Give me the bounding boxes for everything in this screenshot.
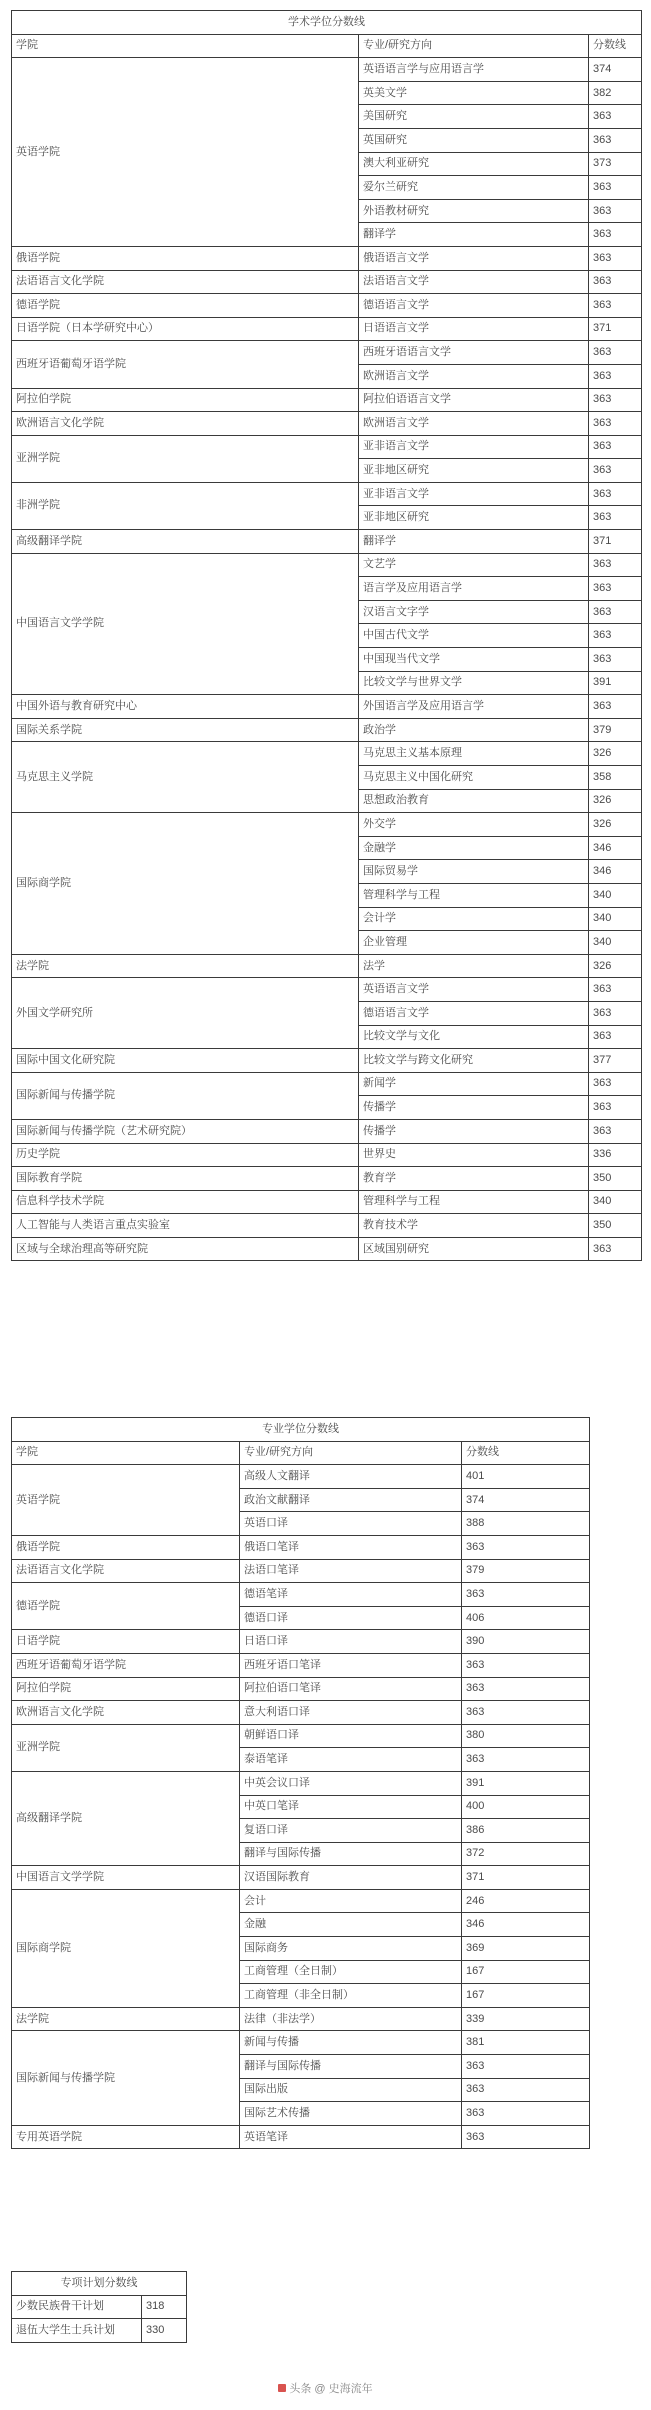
- table-row: [12, 718, 642, 742]
- score-cell: 363: [589, 199, 642, 223]
- major-cell: 政治文献翻译: [240, 1488, 462, 1512]
- major-cell: 翻译与国际传播: [240, 1842, 462, 1866]
- college-cell: 非洲学院: [12, 482, 359, 529]
- major-cell: 外交学: [359, 813, 589, 837]
- column-header-1: 专业/研究方向: [359, 34, 589, 58]
- college-cell: 中国外语与教育研究中心: [12, 695, 359, 719]
- table-row: [12, 270, 642, 294]
- professional-score-table: [11, 1417, 590, 2149]
- major-cell: 爱尔兰研究: [359, 176, 589, 200]
- score-cell: 371: [589, 317, 642, 341]
- score-cell: 346: [589, 860, 642, 884]
- score-cell: 346: [462, 1913, 590, 1937]
- major-cell: 国际贸易学: [359, 860, 589, 884]
- score-cell: 350: [589, 1214, 642, 1238]
- college-cell: 德语学院: [12, 294, 359, 318]
- table-row: [12, 813, 642, 837]
- college-cell: 俄语学院: [12, 1535, 240, 1559]
- score-cell: 363: [462, 1701, 590, 1725]
- score-cell: 358: [589, 766, 642, 790]
- score-cell: 363: [589, 695, 642, 719]
- table-row: [12, 2125, 590, 2149]
- college-cell: 日语学院（日本学研究中心）: [12, 317, 359, 341]
- score-cell: 363: [589, 624, 642, 648]
- score-cell: 363: [589, 577, 642, 601]
- table-row: [12, 1167, 642, 1191]
- score-cell: 401: [462, 1465, 590, 1489]
- score-cell: 363: [462, 2125, 590, 2149]
- college-cell: 国际商学院: [12, 1889, 240, 2007]
- table-row: [12, 294, 642, 318]
- score-cell: 382: [589, 81, 642, 105]
- score-cell: 374: [462, 1488, 590, 1512]
- college-cell: 国际商学院: [12, 813, 359, 955]
- college-cell: 中国语言文学学院: [12, 1866, 240, 1890]
- table-row: [12, 246, 642, 270]
- score-cell: 371: [462, 1866, 590, 1890]
- score-cell: 363: [589, 1096, 642, 1120]
- score-cell: 363: [589, 435, 642, 459]
- major-cell: 马克思主义中国化研究: [359, 766, 589, 790]
- score-cell: 406: [462, 1606, 590, 1630]
- score-cell: 363: [589, 600, 642, 624]
- table-row: [12, 435, 642, 459]
- major-cell: 中英口笔译: [240, 1795, 462, 1819]
- table-header-row: [12, 34, 642, 58]
- major-cell: 语言学及应用语言学: [359, 577, 589, 601]
- score-cell: 318: [142, 2295, 187, 2319]
- table-row: [12, 2007, 590, 2031]
- major-cell: 英语语言学与应用语言学: [359, 58, 589, 82]
- score-cell: 326: [589, 789, 642, 813]
- major-cell: 亚非地区研究: [359, 506, 589, 530]
- major-cell: 德语笔译: [240, 1583, 462, 1607]
- table-row: [12, 1701, 590, 1725]
- score-cell: 363: [589, 506, 642, 530]
- score-cell: 363: [462, 2055, 590, 2079]
- college-cell: 国际关系学院: [12, 718, 359, 742]
- score-cell: 326: [589, 813, 642, 837]
- college-cell: 亚洲学院: [12, 435, 359, 482]
- major-cell: 汉语言文字学: [359, 600, 589, 624]
- major-cell: 英语语言文学: [359, 978, 589, 1002]
- score-cell: 363: [589, 553, 642, 577]
- major-cell: 欧洲语言文学: [359, 412, 589, 436]
- score-cell: 363: [589, 388, 642, 412]
- major-cell: 澳大利亚研究: [359, 152, 589, 176]
- major-cell: 英美文学: [359, 81, 589, 105]
- major-cell: 管理科学与工程: [359, 1190, 589, 1214]
- college-cell: 阿拉伯学院: [12, 388, 359, 412]
- college-cell: 法学院: [12, 954, 359, 978]
- major-cell: 外语教材研究: [359, 199, 589, 223]
- table-title-row: [12, 11, 642, 35]
- major-cell: 会计学: [359, 907, 589, 931]
- major-cell: 中英会议口译: [240, 1771, 462, 1795]
- major-cell: 西班牙语口笔译: [240, 1653, 462, 1677]
- table-row: [12, 1559, 590, 1583]
- score-cell: 363: [589, 978, 642, 1002]
- score-cell: 369: [462, 1937, 590, 1961]
- major-cell: 金融学: [359, 836, 589, 860]
- major-cell: 思想政治教育: [359, 789, 589, 813]
- table-row: [12, 1465, 590, 1489]
- score-cell: 377: [589, 1049, 642, 1073]
- major-cell: 比较文学与文化: [359, 1025, 589, 1049]
- table-row: [12, 1630, 590, 1654]
- table-row: [12, 482, 642, 506]
- table-row: [12, 1866, 590, 1890]
- college-cell: 人工智能与人类语言重点实验室: [12, 1214, 359, 1238]
- college-cell: 德语学院: [12, 1583, 240, 1630]
- college-cell: 英语学院: [12, 58, 359, 247]
- score-cell: 386: [462, 1819, 590, 1843]
- major-cell: 日语语言文学: [359, 317, 589, 341]
- score-cell: 363: [462, 1583, 590, 1607]
- table-row: [12, 1677, 590, 1701]
- college-cell: 中国语言文学学院: [12, 553, 359, 695]
- college-cell: 高级翻译学院: [12, 1771, 240, 1865]
- column-header-2: 分数线: [462, 1441, 590, 1465]
- major-cell: 亚非语言文学: [359, 435, 589, 459]
- table-header-row: [12, 1441, 590, 1465]
- score-cell: 363: [589, 459, 642, 483]
- table-row: [12, 1190, 642, 1214]
- major-cell: 国际艺术传播: [240, 2102, 462, 2126]
- major-cell: 朝鲜语口译: [240, 1724, 462, 1748]
- college-cell: 高级翻译学院: [12, 530, 359, 554]
- table-row: [12, 1889, 590, 1913]
- college-cell: 日语学院: [12, 1630, 240, 1654]
- score-cell: 390: [462, 1630, 590, 1654]
- table-row: [12, 2031, 590, 2055]
- score-cell: 391: [589, 671, 642, 695]
- major-cell: 阿拉伯语口笔译: [240, 1677, 462, 1701]
- score-cell: 340: [589, 931, 642, 955]
- score-cell: 363: [589, 364, 642, 388]
- score-cell: 363: [462, 1748, 590, 1772]
- college-cell: 俄语学院: [12, 246, 359, 270]
- major-cell: 法学: [359, 954, 589, 978]
- table-row: [12, 1724, 590, 1748]
- major-cell: 复语口译: [240, 1819, 462, 1843]
- major-cell: 比较文学与世界文学: [359, 671, 589, 695]
- major-cell: 新闻学: [359, 1072, 589, 1096]
- table-row: [12, 530, 642, 554]
- major-cell: 外国语言学及应用语言学: [359, 695, 589, 719]
- plan-cell: 少数民族骨干计划: [12, 2295, 142, 2319]
- college-cell: 信息科学技术学院: [12, 1190, 359, 1214]
- score-cell: 167: [462, 1960, 590, 1984]
- major-cell: 汉语国际教育: [240, 1866, 462, 1890]
- column-header-0: 学院: [12, 34, 359, 58]
- major-cell: 教育技术学: [359, 1214, 589, 1238]
- table-row: [12, 742, 642, 766]
- major-cell: 欧洲语言文学: [359, 364, 589, 388]
- major-cell: 德语口译: [240, 1606, 462, 1630]
- major-cell: 国际出版: [240, 2078, 462, 2102]
- table-row: [12, 1237, 642, 1261]
- major-cell: 文艺学: [359, 553, 589, 577]
- major-cell: 金融: [240, 1913, 462, 1937]
- score-cell: 363: [589, 223, 642, 247]
- table-title: 专业学位分数线: [12, 1418, 590, 1442]
- score-cell: 340: [589, 883, 642, 907]
- major-cell: 工商管理（全日制）: [240, 1960, 462, 1984]
- special-plan-score-table: [11, 2271, 187, 2343]
- score-cell: 350: [589, 1167, 642, 1191]
- table-row: [12, 388, 642, 412]
- score-cell: 346: [589, 836, 642, 860]
- score-cell: 388: [462, 1512, 590, 1536]
- table-row: [12, 1072, 642, 1096]
- column-header-0: 学院: [12, 1441, 240, 1465]
- score-cell: 363: [462, 2078, 590, 2102]
- major-cell: 翻译学: [359, 530, 589, 554]
- major-cell: 阿拉伯语语言文学: [359, 388, 589, 412]
- table-row: [12, 341, 642, 365]
- score-cell: 380: [462, 1724, 590, 1748]
- major-cell: 意大利语口译: [240, 1701, 462, 1725]
- score-cell: 363: [589, 412, 642, 436]
- college-cell: 国际新闻与传播学院: [12, 2031, 240, 2125]
- score-cell: 371: [589, 530, 642, 554]
- major-cell: 翻译与国际传播: [240, 2055, 462, 2079]
- score-cell: 363: [462, 1535, 590, 1559]
- table-row: [12, 553, 642, 577]
- major-cell: 新闻与传播: [240, 2031, 462, 2055]
- college-cell: 英语学院: [12, 1465, 240, 1536]
- score-cell: 363: [462, 1653, 590, 1677]
- major-cell: 德语语言文学: [359, 294, 589, 318]
- table-title-row: [12, 1418, 590, 1442]
- major-cell: 亚非地区研究: [359, 459, 589, 483]
- major-cell: 英语笔译: [240, 2125, 462, 2149]
- table-row: [12, 2319, 187, 2343]
- major-cell: 泰语笔译: [240, 1748, 462, 1772]
- major-cell: 英语口译: [240, 1512, 462, 1536]
- table-row: [12, 978, 642, 1002]
- score-cell: 339: [462, 2007, 590, 2031]
- major-cell: 法语口笔译: [240, 1559, 462, 1583]
- table-row: [12, 1214, 642, 1238]
- major-cell: 法语语言文学: [359, 270, 589, 294]
- score-cell: 330: [142, 2319, 187, 2343]
- score-cell: 391: [462, 1771, 590, 1795]
- college-cell: 历史学院: [12, 1143, 359, 1167]
- score-cell: 372: [462, 1842, 590, 1866]
- college-cell: 亚洲学院: [12, 1724, 240, 1771]
- major-cell: 马克思主义基本原理: [359, 742, 589, 766]
- score-cell: 363: [589, 246, 642, 270]
- major-cell: 区域国别研究: [359, 1237, 589, 1261]
- major-cell: 法律（非法学）: [240, 2007, 462, 2031]
- toutiao-logo-icon: [278, 2384, 286, 2392]
- score-cell: 363: [589, 1025, 642, 1049]
- plan-cell: 退伍大学生士兵计划: [12, 2319, 142, 2343]
- college-cell: 欧洲语言文化学院: [12, 1701, 240, 1725]
- major-cell: 高级人文翻译: [240, 1465, 462, 1489]
- score-cell: 379: [462, 1559, 590, 1583]
- score-cell: 363: [462, 1677, 590, 1701]
- score-cell: 340: [589, 907, 642, 931]
- table-row: [12, 695, 642, 719]
- score-cell: 246: [462, 1889, 590, 1913]
- college-cell: 西班牙语葡萄牙语学院: [12, 1653, 240, 1677]
- major-cell: 中国现当代文学: [359, 648, 589, 672]
- major-cell: 美国研究: [359, 105, 589, 129]
- table-row: [12, 1583, 590, 1607]
- table-row: [12, 1535, 590, 1559]
- major-cell: 传播学: [359, 1119, 589, 1143]
- major-cell: 管理科学与工程: [359, 883, 589, 907]
- major-cell: 日语口译: [240, 1630, 462, 1654]
- score-cell: 167: [462, 1984, 590, 2008]
- score-cell: 374: [589, 58, 642, 82]
- major-cell: 俄语语言文学: [359, 246, 589, 270]
- college-cell: 专用英语学院: [12, 2125, 240, 2149]
- table-row: [12, 317, 642, 341]
- score-cell: 363: [589, 1119, 642, 1143]
- score-cell: 326: [589, 954, 642, 978]
- score-cell: 363: [589, 1237, 642, 1261]
- college-cell: 西班牙语葡萄牙语学院: [12, 341, 359, 388]
- footer-text: 头条 @ 史海流年: [289, 2383, 373, 2395]
- score-cell: 379: [589, 718, 642, 742]
- table-row: [12, 1049, 642, 1073]
- major-cell: 教育学: [359, 1167, 589, 1191]
- academic-score-table: [11, 10, 642, 1261]
- college-cell: 国际教育学院: [12, 1167, 359, 1191]
- score-cell: 363: [589, 128, 642, 152]
- college-cell: 马克思主义学院: [12, 742, 359, 813]
- score-cell: 363: [589, 1001, 642, 1025]
- table-row: [12, 412, 642, 436]
- major-cell: 英国研究: [359, 128, 589, 152]
- score-cell: 363: [589, 482, 642, 506]
- score-cell: 400: [462, 1795, 590, 1819]
- table-title-row: [12, 2272, 187, 2296]
- major-cell: 中国古代文学: [359, 624, 589, 648]
- college-cell: 国际中国文化研究院: [12, 1049, 359, 1073]
- score-cell: 340: [589, 1190, 642, 1214]
- major-cell: 亚非语言文学: [359, 482, 589, 506]
- footer-attribution: [0, 2380, 651, 2396]
- score-cell: 363: [589, 176, 642, 200]
- score-cell: 363: [462, 2102, 590, 2126]
- table-row: [12, 1143, 642, 1167]
- college-cell: 外国文学研究所: [12, 978, 359, 1049]
- table-row: [12, 2295, 187, 2319]
- college-cell: 国际新闻与传播学院: [12, 1072, 359, 1119]
- major-cell: 会计: [240, 1889, 462, 1913]
- column-header-1: 专业/研究方向: [240, 1441, 462, 1465]
- major-cell: 世界史: [359, 1143, 589, 1167]
- major-cell: 比较文学与跨文化研究: [359, 1049, 589, 1073]
- major-cell: 国际商务: [240, 1937, 462, 1961]
- college-cell: 阿拉伯学院: [12, 1677, 240, 1701]
- table-row: [12, 1119, 642, 1143]
- major-cell: 工商管理（非全日制）: [240, 1984, 462, 2008]
- major-cell: 企业管理: [359, 931, 589, 955]
- column-header-2: 分数线: [589, 34, 642, 58]
- score-cell: 363: [589, 270, 642, 294]
- major-cell: 俄语口笔译: [240, 1535, 462, 1559]
- score-cell: 373: [589, 152, 642, 176]
- major-cell: 德语语言文学: [359, 1001, 589, 1025]
- score-cell: 363: [589, 294, 642, 318]
- college-cell: 法学院: [12, 2007, 240, 2031]
- major-cell: 翻译学: [359, 223, 589, 247]
- score-cell: 336: [589, 1143, 642, 1167]
- major-cell: 传播学: [359, 1096, 589, 1120]
- table-row: [12, 1653, 590, 1677]
- score-cell: 326: [589, 742, 642, 766]
- score-cell: 363: [589, 1072, 642, 1096]
- table-row: [12, 954, 642, 978]
- score-cell: 363: [589, 648, 642, 672]
- major-cell: 西班牙语语言文学: [359, 341, 589, 365]
- major-cell: 政治学: [359, 718, 589, 742]
- score-cell: 363: [589, 105, 642, 129]
- table-title: 专项计划分数线: [12, 2272, 187, 2296]
- college-cell: 法语语言文化学院: [12, 1559, 240, 1583]
- college-cell: 欧洲语言文化学院: [12, 412, 359, 436]
- table-row: [12, 58, 642, 82]
- score-cell: 363: [589, 341, 642, 365]
- college-cell: 区域与全球治理高等研究院: [12, 1237, 359, 1261]
- college-cell: 法语语言文化学院: [12, 270, 359, 294]
- table-row: [12, 1771, 590, 1795]
- score-cell: 381: [462, 2031, 590, 2055]
- table-title: 学术学位分数线: [12, 11, 642, 35]
- college-cell: 国际新闻与传播学院（艺术研究院）: [12, 1119, 359, 1143]
